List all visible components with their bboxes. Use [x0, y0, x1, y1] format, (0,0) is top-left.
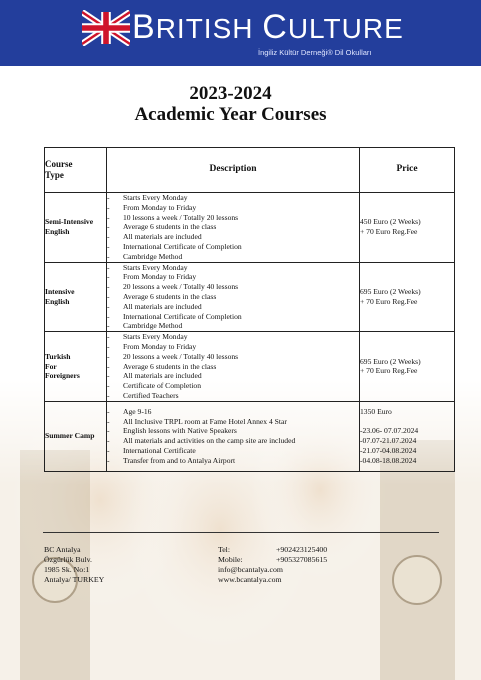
course-type-cell: Summer Camp — [45, 401, 107, 471]
courses-table — [44, 147, 455, 472]
page-title: Academic Year Courses — [134, 104, 327, 125]
course-description-cell — [107, 193, 360, 263]
table-row — [45, 401, 455, 471]
course-type-cell: Turkish For Foreigners — [45, 332, 107, 402]
description-item: - From Monday to Friday — [107, 272, 359, 282]
course-type-cell: Semi-Intensive English — [45, 193, 107, 263]
address-line: Özgürlük Bulv. — [44, 555, 93, 564]
address-line: Antalya/ TURKEY — [44, 575, 105, 584]
description-item: - Starts Every Monday — [107, 263, 359, 273]
footer-address — [44, 545, 104, 585]
description-item: - Starts Every Monday — [107, 193, 359, 203]
course-price-cell: 695 Euro (2 Weeks) + 70 Euro Reg.Fee — [360, 262, 455, 332]
description-item: - All Inclusive TRPL room at Fame Hotel Annex 4 Star — [107, 417, 359, 427]
description-item: - From Monday to Friday — [107, 203, 359, 213]
union-jack-logo-icon — [82, 10, 130, 46]
contact-email-link[interactable]: info@bcantalya.com — [218, 565, 283, 574]
description-item: - All materials are included — [107, 371, 359, 381]
description-item: - International Certificate of Completion — [107, 242, 359, 252]
description-item: - Transfer from and to Antalya Airport — [107, 456, 359, 466]
contact-mobile: Mobile: +905327085615 — [218, 555, 328, 564]
description-item: - Cambridge Method — [107, 252, 359, 262]
description-item: - 20 lessons a week / Totally 40 lessons — [107, 282, 359, 292]
description-item: - International Certificate — [107, 446, 359, 456]
header-banner — [0, 0, 481, 66]
description-item: - English lessons with Native Speakers — [107, 426, 359, 436]
footer-divider — [43, 532, 439, 533]
contact-website-link[interactable]: www.bcantalya.com — [218, 575, 282, 584]
description-item: - All materials are included — [107, 302, 359, 312]
column-header-description: Description — [107, 148, 360, 193]
description-item: - International Certificate of Completion — [107, 312, 359, 322]
course-type-cell: Intensive English — [45, 262, 107, 332]
table-row — [45, 193, 455, 263]
course-description-cell — [107, 401, 360, 471]
description-item: - Average 6 students in the class — [107, 222, 359, 232]
brand-tagline: İngiliz Kültür Derneği® Dil Okulları — [258, 48, 372, 57]
address-line: BC Antalya — [44, 545, 81, 554]
course-price-cell: 450 Euro (2 Weeks) + 70 Euro Reg.Fee — [360, 193, 455, 263]
course-price-cell: 695 Euro (2 Weeks) + 70 Euro Reg.Fee — [360, 332, 455, 402]
description-item: - Starts Every Monday — [107, 332, 359, 342]
contact-phone: Tel: +902423125400 — [218, 545, 328, 554]
table-row — [45, 262, 455, 332]
table-header-row — [45, 148, 455, 193]
page-title-year: 2023-2024 — [189, 83, 272, 104]
column-header-price: Price — [360, 148, 455, 193]
description-item: - Certified Teachers — [107, 391, 359, 401]
description-item: - Cambridge Method — [107, 321, 359, 331]
description-item: - Average 6 students in the class — [107, 362, 359, 372]
description-item: - All materials and activities on the camp site are included — [107, 436, 359, 446]
course-description-cell — [107, 332, 360, 402]
description-item: - From Monday to Friday — [107, 342, 359, 352]
description-item: - Certificate of Completion — [107, 381, 359, 391]
column-header-type: Course Type — [45, 148, 107, 193]
table-row — [45, 332, 455, 402]
course-price-cell: 1350 Euro -23.06- 07.07.2024 -07.07-21.07.2024 -21.07-04.08.2024 -04.08-18.08.2024 — [360, 401, 455, 471]
course-description-cell — [107, 262, 360, 332]
description-item: - All materials are included — [107, 232, 359, 242]
description-item: - Average 6 students in the class — [107, 292, 359, 302]
address-line: 1985 Sk. No:1 — [44, 565, 90, 574]
footer-contact — [218, 545, 328, 585]
description-item: - 20 lessons a week / Totally 40 lessons — [107, 352, 359, 362]
description-item: - 10 lessons a week / Totally 20 lessons — [107, 213, 359, 223]
brand-logo-text: BRITISH CULTURE — [132, 8, 404, 46]
description-item: - Age 9-16 — [107, 407, 359, 417]
